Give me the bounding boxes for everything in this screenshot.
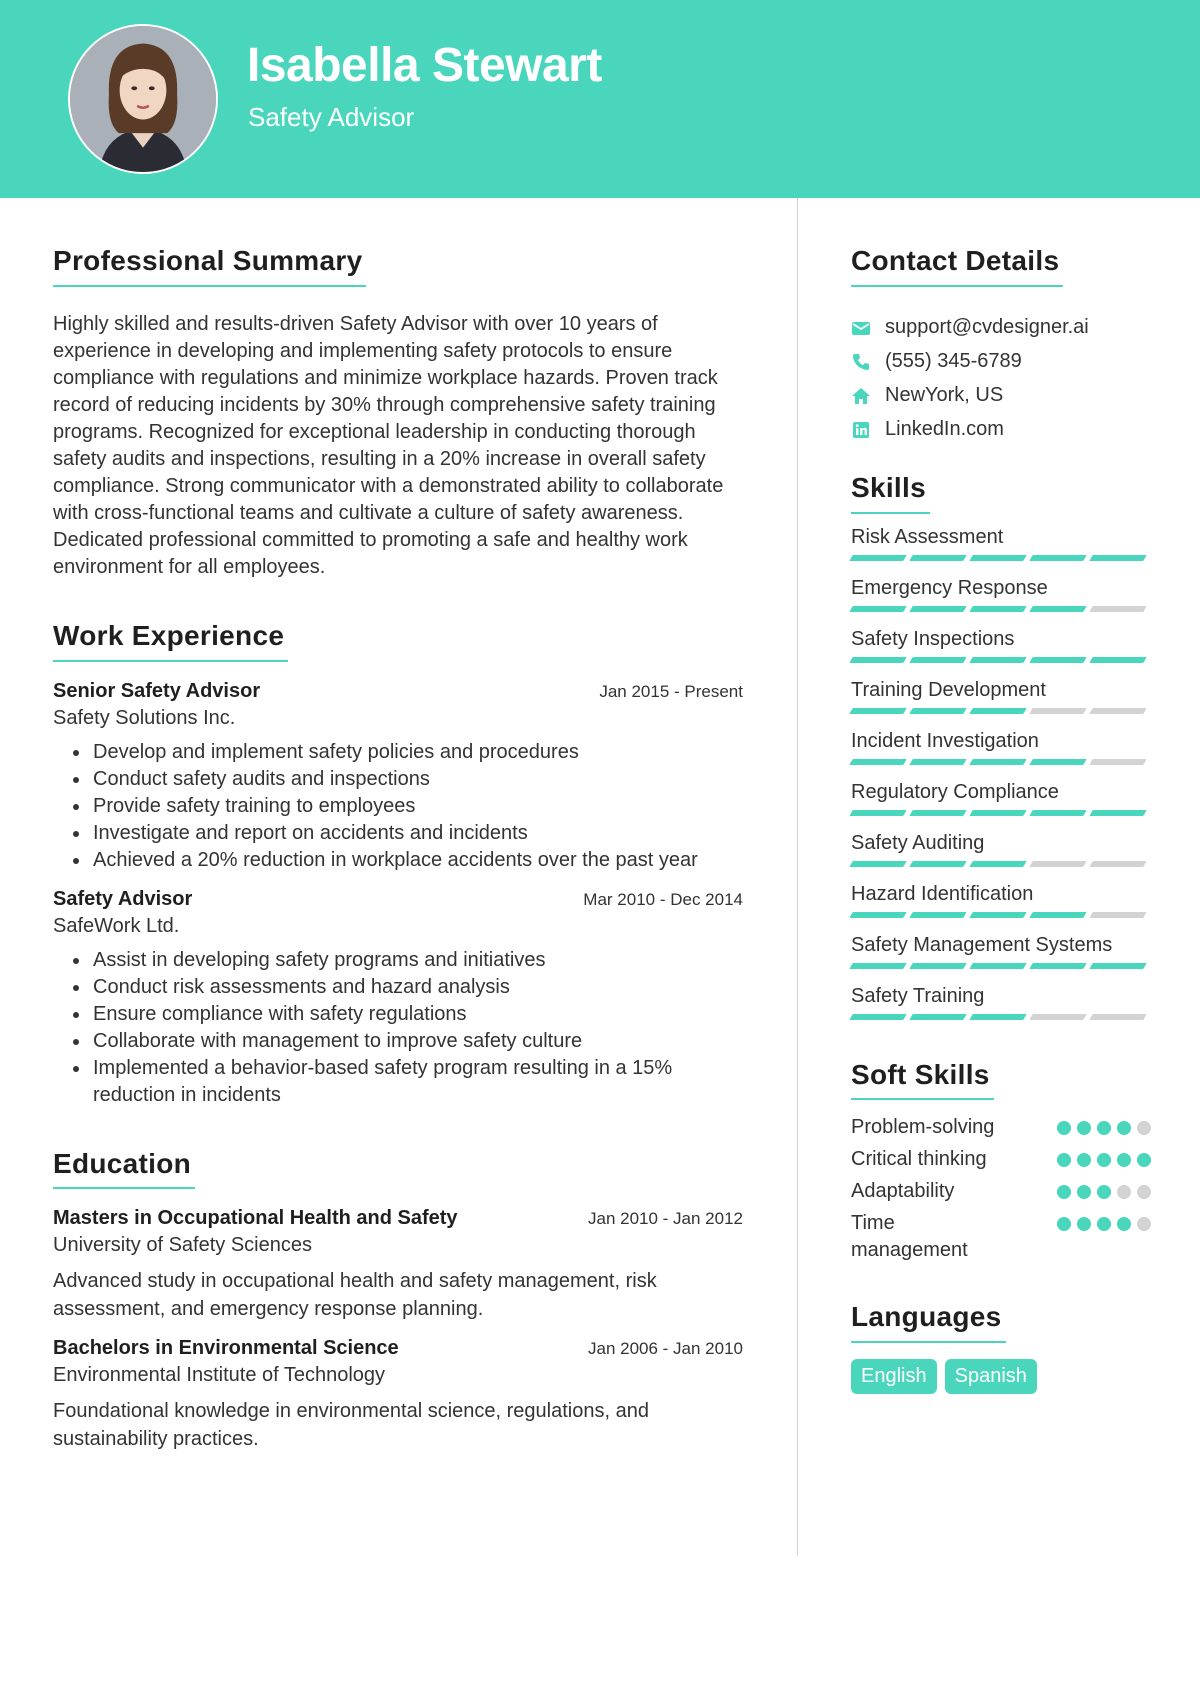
- education-degree: Bachelors in Environmental Science: [53, 1337, 399, 1360]
- skill-level-bar: [851, 657, 1151, 663]
- job-date: Jan 2015 - Present: [599, 681, 743, 701]
- language-badge: Spanish: [945, 1359, 1037, 1394]
- education-section: [53, 1149, 743, 1454]
- skill-name: Regulatory Compliance: [851, 780, 1059, 803]
- skill-level-segment: [969, 1014, 1026, 1020]
- rating-dot: [1057, 1153, 1071, 1167]
- soft-skill-name: Adaptability: [851, 1180, 955, 1203]
- languages-list: [851, 1359, 1151, 1394]
- summary-text: Highly skilled and results-driven Safety Advisor with over 10 years of experience in developing and implementing safety protocols to ensure compliance with regulations and minimize workplace hazards. Proven track record of reducing incidents by 30% through comprehensive safety training programs. Recognized for exceptional leadership in conducting thorough safety audits and inspections, resulting in a 20% increase in overall safety compliance. Strong communicator with a demonstrated ability to collaborate with cross-functional teams and cultivate a culture of safety awareness. Dedicated professional committed to promoting a safe and healthy work environment for all employees.: [53, 312, 724, 578]
- rating-dot: [1097, 1185, 1111, 1199]
- education-date: Jan 2006 - Jan 2010: [587, 1339, 743, 1359]
- skill-level-segment: [1029, 1014, 1086, 1020]
- skill-name: Risk Assessment: [851, 525, 1004, 548]
- rating-dot: [1077, 1153, 1091, 1167]
- home-icon: [851, 386, 871, 406]
- skill-level-bar: [851, 810, 1151, 816]
- skill-level-segment: [969, 810, 1026, 816]
- job-title: Senior Safety Advisor: [53, 679, 261, 702]
- skill-name: Safety Management Systems: [851, 933, 1113, 956]
- education-entry: [53, 1207, 743, 1323]
- profile-photo: [68, 24, 218, 174]
- skill-name: Emergency Response: [851, 576, 1048, 599]
- skills-section: [851, 473, 1151, 1020]
- education-description: Advanced study in occupational health and safety management, risk assessment, and emergency response planning.: [53, 1270, 657, 1321]
- skill-item: [851, 932, 1151, 969]
- skill-level-segment: [849, 1014, 906, 1020]
- skills-list: [851, 524, 1151, 1020]
- rating-dot: [1057, 1217, 1071, 1231]
- main-column: [53, 246, 743, 1453]
- rating-dot: [1117, 1153, 1131, 1167]
- column-divider: [797, 198, 798, 1556]
- skill-level-segment: [1089, 708, 1146, 714]
- job-entry: [53, 680, 743, 874]
- contact-title: Contact Details: [851, 246, 1063, 287]
- education-description: Foundational knowledge in environmental science, regulations, and sustainability practices.: [53, 1400, 649, 1451]
- rating-dot: [1077, 1217, 1091, 1231]
- skill-level-segment: [849, 810, 906, 816]
- skill-level-segment: [1089, 963, 1146, 969]
- job-entry: [53, 888, 743, 1109]
- skill-level-segment: [969, 759, 1026, 765]
- language-badge: English: [851, 1359, 937, 1394]
- skill-name: Safety Auditing: [851, 831, 985, 854]
- rating-dot: [1117, 1121, 1131, 1135]
- skill-level-segment: [1029, 810, 1086, 816]
- skill-level-segment: [1089, 861, 1146, 867]
- rating-dot: [1057, 1121, 1071, 1135]
- skill-item: [851, 626, 1151, 663]
- skill-item: [851, 881, 1151, 918]
- list-item: • Achieved a 20% reduction in workplace accidents over the past year: [91, 847, 743, 874]
- skill-level-segment: [969, 912, 1026, 918]
- skill-level-segment: [849, 657, 906, 663]
- skill-level-segment: [1029, 963, 1086, 969]
- contact-location: [851, 379, 1151, 413]
- skill-level-bar: [851, 606, 1151, 612]
- rating-dot: [1137, 1121, 1151, 1135]
- skill-level-segment: [849, 912, 906, 918]
- contact-linkedin-text: LinkedIn.com: [885, 418, 1004, 441]
- soft-skills-title: Soft Skills: [851, 1060, 994, 1101]
- skill-level-segment: [1089, 606, 1146, 612]
- list-item: • Assist in developing safety programs and initiatives: [91, 947, 743, 974]
- skill-level-segment: [1029, 759, 1086, 765]
- rating-dot: [1117, 1217, 1131, 1231]
- job-bullets: [53, 739, 743, 874]
- soft-skill-item: [851, 1210, 1151, 1264]
- header-banner: [0, 0, 1200, 198]
- skill-level-bar: [851, 861, 1151, 867]
- skill-name: Safety Inspections: [851, 627, 1015, 650]
- rating-dot: [1077, 1121, 1091, 1135]
- skill-level-segment: [909, 606, 966, 612]
- skill-level-segment: [1029, 708, 1086, 714]
- rating-dot: [1137, 1217, 1151, 1231]
- job-company: Safety Solutions Inc.: [53, 706, 236, 729]
- skill-level-segment: [909, 657, 966, 663]
- list-item: • Investigate and report on accidents and incidents: [91, 820, 743, 847]
- experience-section: [53, 621, 743, 1109]
- skill-name: Training Development: [851, 678, 1046, 701]
- list-item: • Ensure compliance with safety regulations: [91, 1001, 743, 1028]
- education-date: Jan 2010 - Jan 2012: [587, 1209, 743, 1229]
- skill-level-segment: [849, 606, 906, 612]
- contact-email[interactable]: [851, 311, 1151, 345]
- skill-level-segment: [849, 861, 906, 867]
- education-school: University of Safety Sciences: [53, 1234, 312, 1257]
- list-item: • Implemented a behavior-based safety program resulting in a 15% reduction in incidents: [91, 1055, 743, 1109]
- list-item: • Develop and implement safety policies and procedures: [91, 739, 743, 766]
- skill-name: Hazard Identification: [851, 882, 1034, 905]
- skill-level-segment: [849, 759, 906, 765]
- education-entry: [53, 1337, 743, 1453]
- list-item: • Provide safety training to employees: [91, 793, 743, 820]
- soft-skill-rating: [1057, 1114, 1151, 1135]
- skills-title: Skills: [851, 473, 930, 514]
- skill-level-segment: [1089, 657, 1146, 663]
- soft-skill-name: Problem-solving: [851, 1116, 995, 1139]
- skill-level-segment: [909, 963, 966, 969]
- skill-item: [851, 575, 1151, 612]
- rating-dot: [1097, 1153, 1111, 1167]
- soft-skill-item: [851, 1146, 1151, 1173]
- contact-linkedin[interactable]: [851, 413, 1151, 447]
- skill-level-segment: [1029, 861, 1086, 867]
- contact-location-text: NewYork, US: [885, 384, 1004, 407]
- skill-level-segment: [909, 861, 966, 867]
- list-item: • Conduct safety audits and inspections: [91, 766, 743, 793]
- languages-section: [851, 1302, 1151, 1394]
- skill-level-segment: [849, 708, 906, 714]
- skill-level-segment: [909, 810, 966, 816]
- job-bullets: [53, 947, 743, 1109]
- skill-level-segment: [969, 861, 1026, 867]
- skill-name: Incident Investigation: [851, 729, 1039, 752]
- rating-dot: [1137, 1185, 1151, 1199]
- soft-skills-list: [851, 1114, 1151, 1264]
- soft-skill-name: Time management: [851, 1212, 968, 1262]
- job-company: SafeWork Ltd.: [53, 914, 180, 937]
- rating-dot: [1097, 1217, 1111, 1231]
- rating-dot: [1117, 1185, 1131, 1199]
- rating-dot: [1137, 1153, 1151, 1167]
- list-item: • Conduct risk assessments and hazard analysis: [91, 974, 743, 1001]
- skill-level-segment: [909, 708, 966, 714]
- skill-level-segment: [1089, 810, 1146, 816]
- contact-section: [851, 246, 1151, 447]
- job-title: Safety Advisor: [53, 887, 193, 910]
- skill-level-bar: [851, 912, 1151, 918]
- contact-phone-text: (555) 345-6789: [885, 350, 1022, 373]
- skill-item: [851, 830, 1151, 867]
- sidebar-column: [851, 246, 1151, 1394]
- candidate-name: Isabella Stewart: [247, 39, 602, 92]
- education-school: Environmental Institute of Technology: [53, 1364, 386, 1387]
- skill-level-bar: [851, 555, 1151, 561]
- profile-photo-illustration: [70, 26, 216, 172]
- soft-skill-rating: [1057, 1146, 1151, 1167]
- skill-level-bar: [851, 963, 1151, 969]
- skill-level-segment: [849, 555, 906, 561]
- skill-item: [851, 779, 1151, 816]
- skill-level-segment: [969, 606, 1026, 612]
- skill-level-bar: [851, 759, 1151, 765]
- list-item: • Collaborate with management to improve safety culture: [91, 1028, 743, 1055]
- skill-level-segment: [1029, 555, 1086, 561]
- experience-title: Work Experience: [53, 621, 288, 662]
- skill-level-bar: [851, 708, 1151, 714]
- skill-level-segment: [969, 555, 1026, 561]
- soft-skill-item: [851, 1114, 1151, 1141]
- skill-level-segment: [1089, 1014, 1146, 1020]
- skill-level-segment: [969, 963, 1026, 969]
- linkedin-icon: [851, 420, 871, 440]
- skill-level-segment: [1029, 657, 1086, 663]
- skill-level-bar: [851, 1014, 1151, 1020]
- contact-email-text: support@cvdesigner.ai: [885, 316, 1089, 339]
- phone-icon: [851, 352, 871, 372]
- soft-skill-rating: [1057, 1178, 1151, 1199]
- contact-list: [851, 311, 1151, 447]
- skill-level-segment: [909, 555, 966, 561]
- summary-section: [53, 246, 743, 581]
- skill-level-segment: [1089, 912, 1146, 918]
- education-title: Education: [53, 1149, 195, 1190]
- soft-skills-section: [851, 1060, 1151, 1265]
- skill-level-segment: [909, 912, 966, 918]
- job-date: Mar 2010 - Dec 2014: [583, 889, 743, 909]
- skill-level-segment: [909, 1014, 966, 1020]
- skill-level-segment: [969, 708, 1026, 714]
- skill-level-segment: [1089, 555, 1146, 561]
- skill-level-segment: [909, 759, 966, 765]
- soft-skill-name: Critical thinking: [851, 1148, 987, 1171]
- envelope-icon: [851, 318, 871, 338]
- rating-dot: [1057, 1185, 1071, 1199]
- languages-title: Languages: [851, 1302, 1006, 1343]
- skill-item: [851, 728, 1151, 765]
- skill-level-segment: [1089, 759, 1146, 765]
- candidate-role: Safety Advisor: [248, 102, 415, 132]
- skill-level-segment: [1029, 912, 1086, 918]
- skill-item: [851, 524, 1151, 561]
- rating-dot: [1097, 1121, 1111, 1135]
- skill-item: [851, 983, 1151, 1020]
- skill-level-segment: [1029, 606, 1086, 612]
- skill-level-segment: [969, 657, 1026, 663]
- rating-dot: [1077, 1185, 1091, 1199]
- skill-name: Safety Training: [851, 984, 985, 1007]
- education-degree: Masters in Occupational Health and Safety: [53, 1207, 458, 1230]
- soft-skill-rating: [1057, 1210, 1151, 1231]
- contact-phone[interactable]: [851, 345, 1151, 379]
- summary-title: Professional Summary: [53, 246, 366, 287]
- skill-level-segment: [849, 963, 906, 969]
- soft-skill-item: [851, 1178, 1151, 1205]
- skill-item: [851, 677, 1151, 714]
